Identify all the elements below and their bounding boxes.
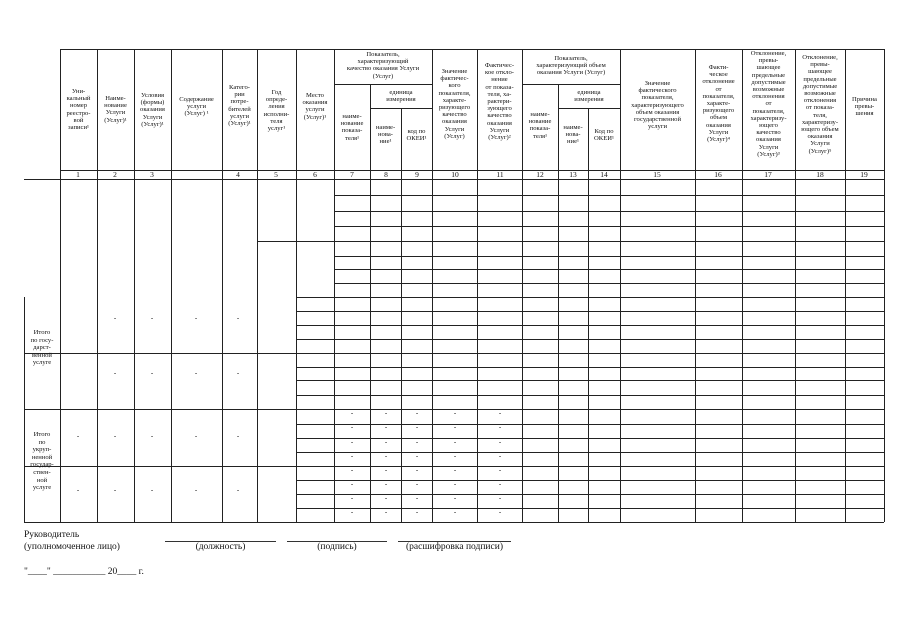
column-number-14: 14 bbox=[600, 170, 608, 179]
placeholder-mark: - bbox=[415, 508, 419, 516]
header-service-conditions: Условия (формы) оказания Услуги (Услуг)¹ bbox=[140, 92, 165, 128]
column-number-15: 15 bbox=[653, 170, 661, 179]
column-number-2: 2 bbox=[113, 170, 117, 179]
placeholder-mark: - bbox=[113, 314, 117, 322]
placeholder-mark: - bbox=[384, 438, 388, 446]
body-row-line bbox=[257, 241, 884, 242]
placeholder-mark: - bbox=[498, 494, 502, 502]
column-number-6: 6 bbox=[313, 170, 317, 179]
placeholder-mark: - bbox=[194, 486, 198, 494]
placeholder-mark: - bbox=[194, 432, 198, 440]
placeholder-mark: - bbox=[236, 486, 240, 494]
column-line bbox=[845, 49, 846, 522]
header-volume-unit: единица измерения bbox=[574, 89, 604, 104]
header-service-content: Содержание услуги (Услуг) ¹ bbox=[179, 96, 214, 118]
column-number-19: 19 bbox=[860, 170, 868, 179]
header-volume-unit-okei: Код по ОКЕИ¹ bbox=[594, 128, 614, 143]
placeholder-mark: - bbox=[350, 409, 354, 417]
decoding-caption: (расшифровка подписи) bbox=[406, 542, 503, 552]
placeholder-mark: - bbox=[453, 466, 457, 474]
header-volume-indicator-group: Показатель, характеризующий объем оказания Услуги (Услуг) bbox=[536, 55, 606, 77]
column-number-10: 10 bbox=[451, 170, 459, 179]
placeholder-mark: - bbox=[236, 369, 240, 377]
header-volume-deviation: Факти- ческое отклонение от показателя, характе- ризующего объем оказания Услуги (Услуг)⁴ bbox=[702, 64, 735, 144]
numbers-bottom-line bbox=[24, 179, 884, 180]
body-row-line bbox=[334, 283, 884, 284]
placeholder-mark: - bbox=[498, 423, 502, 431]
placeholder-mark: - bbox=[415, 409, 419, 417]
signature-caption: (подпись) bbox=[317, 542, 357, 552]
placeholder-mark: - bbox=[384, 494, 388, 502]
header-volume-excess-deviation: Отклонение, превы- шающее предельные допустимые возможные отклонения от показа- теля, характеризу- ющего объем оказания Услуги (Услуг)⁵ bbox=[801, 54, 839, 155]
column-number-7: 7 bbox=[350, 170, 354, 179]
column-number-18: 18 bbox=[816, 170, 824, 179]
column-line bbox=[401, 108, 402, 522]
placeholder-mark: - bbox=[384, 480, 388, 488]
placeholder-mark: - bbox=[498, 438, 502, 446]
column-line bbox=[884, 49, 885, 522]
header-consumer-categories: Катего- рии потре- бителей услуги (Услуг)¹ bbox=[228, 84, 251, 128]
placeholder-mark: - bbox=[350, 494, 354, 502]
header-volume-actual-value: Значение фактического показателя, характеризующего объем оказания государственной услуги bbox=[631, 80, 684, 131]
placeholder-mark: - bbox=[76, 432, 80, 440]
header-registry-number: Уни- кальный номер реестро- вой записи¹ bbox=[66, 88, 91, 132]
volume-unit-line bbox=[558, 108, 620, 109]
placeholder-mark: - bbox=[150, 486, 154, 494]
placeholder-mark: - bbox=[350, 508, 354, 516]
body-row-line bbox=[334, 226, 884, 227]
placeholder-mark: - bbox=[415, 423, 419, 431]
column-number-1: 1 bbox=[76, 170, 80, 179]
head-label-authorized: (уполномоченное лицо) bbox=[24, 542, 120, 552]
body-row-line bbox=[24, 353, 884, 354]
placeholder-mark: - bbox=[113, 486, 117, 494]
placeholder-mark: - bbox=[415, 480, 419, 488]
placeholder-mark: - bbox=[350, 480, 354, 488]
table-border-bottom bbox=[24, 522, 884, 523]
header-quality-indicator-group: Показатель, характеризующий качество оказания Услуги (Услуг) bbox=[346, 51, 420, 80]
column-number-3: 3 bbox=[150, 170, 154, 179]
column-number-16: 16 bbox=[714, 170, 722, 179]
column-number-5: 5 bbox=[274, 170, 278, 179]
header-quality-unit-name: наиме- нова- ние¹ bbox=[375, 124, 396, 146]
head-label: Руководитель bbox=[24, 530, 80, 540]
column-number-4: 4 bbox=[236, 170, 240, 179]
placeholder-mark: - bbox=[498, 480, 502, 488]
body-row-line bbox=[334, 195, 884, 196]
header-year-of-determination: Год опреде- ления исполни- теля услуг¹ bbox=[263, 89, 290, 133]
placeholder-mark: - bbox=[113, 369, 117, 377]
body-row-line bbox=[334, 211, 884, 212]
placeholder-mark: - bbox=[236, 314, 240, 322]
placeholder-mark: - bbox=[150, 369, 154, 377]
header-quality-unit-okei: код по ОКЕИ¹ bbox=[406, 128, 427, 143]
column-number-9: 9 bbox=[415, 170, 419, 179]
placeholder-mark: - bbox=[384, 508, 388, 516]
placeholder-mark: - bbox=[384, 423, 388, 431]
placeholder-mark: - bbox=[76, 486, 80, 494]
total-by-state-service-label: Итого по госу- дарст- венной услуге bbox=[30, 329, 54, 367]
volume-group-line bbox=[522, 84, 620, 85]
placeholder-mark: - bbox=[415, 466, 419, 474]
placeholder-mark: - bbox=[415, 438, 419, 446]
quality-group-line bbox=[334, 84, 432, 85]
placeholder-mark: - bbox=[498, 508, 502, 516]
placeholder-mark: - bbox=[498, 466, 502, 474]
header-quality-deviation: Фактичес- кое откло- нение от показа- теля, ха- рактери- зующего качество оказания Услуги (Услуг)² bbox=[484, 62, 515, 142]
placeholder-mark: - bbox=[498, 409, 502, 417]
column-line bbox=[588, 108, 589, 522]
placeholder-mark: - bbox=[150, 314, 154, 322]
placeholder-mark: - bbox=[453, 452, 457, 460]
position-caption: (должность) bbox=[195, 542, 246, 552]
placeholder-mark: - bbox=[415, 494, 419, 502]
body-row-line bbox=[334, 256, 884, 257]
placeholder-mark: - bbox=[453, 508, 457, 516]
placeholder-mark: - bbox=[384, 452, 388, 460]
column-line bbox=[171, 49, 172, 522]
placeholder-mark: - bbox=[453, 409, 457, 417]
placeholder-mark: - bbox=[194, 369, 198, 377]
placeholder-mark: - bbox=[194, 314, 198, 322]
placeholder-mark: - bbox=[150, 432, 154, 440]
placeholder-mark: - bbox=[453, 494, 457, 502]
placeholder-mark: - bbox=[453, 423, 457, 431]
header-place-of-service: Место оказания услуги (Услуг)¹ bbox=[302, 92, 328, 121]
header-quality-actual-value: Значение фактичес- кого показателя, характе- ризующего качество оказания Услуги (Услуг) bbox=[438, 68, 471, 140]
header-quality-excess-deviation: Отклонение, превы- шающее предельные допустимые возможные отклонения от показателя, характеризу- ющего качество оказания Услуги (Услуг)³ bbox=[750, 50, 787, 158]
date-line: "____" ___________ 20____ г. bbox=[24, 567, 144, 577]
header-volume-indicator-name: наиме- нование показа- теля¹ bbox=[528, 111, 552, 140]
column-number-8: 8 bbox=[384, 170, 388, 179]
body-row-line bbox=[334, 269, 884, 270]
column-line bbox=[370, 84, 371, 522]
placeholder-mark: - bbox=[453, 438, 457, 446]
placeholder-mark: - bbox=[350, 438, 354, 446]
header-excess-reason: Причина превы- шения bbox=[852, 96, 877, 118]
placeholder-mark: - bbox=[384, 409, 388, 417]
total-by-enlarged-state-service-label: Итого по укруп- ненной государ- ствен- ной услуге bbox=[30, 431, 54, 492]
placeholder-mark: - bbox=[498, 452, 502, 460]
placeholder-mark: - bbox=[384, 466, 388, 474]
placeholder-mark: - bbox=[236, 432, 240, 440]
column-number-13: 13 bbox=[569, 170, 577, 179]
column-number-12: 12 bbox=[536, 170, 544, 179]
column-number-11: 11 bbox=[496, 170, 504, 179]
header-quality-unit: единица измерения bbox=[386, 89, 416, 104]
placeholder-mark: - bbox=[350, 452, 354, 460]
placeholder-mark: - bbox=[350, 423, 354, 431]
placeholder-mark: - bbox=[350, 466, 354, 474]
placeholder-mark: - bbox=[113, 432, 117, 440]
header-service-name: Наиме- нование Услуги (Услуг)¹ bbox=[104, 95, 127, 124]
placeholder-mark: - bbox=[415, 452, 419, 460]
header-volume-unit-name: наиме- нова- ние¹ bbox=[563, 124, 583, 146]
column-number-17: 17 bbox=[764, 170, 772, 179]
placeholder-mark: - bbox=[453, 480, 457, 488]
column-line bbox=[558, 84, 559, 522]
header-quality-indicator-name: наиме- нование показа- теля¹ bbox=[340, 113, 364, 142]
